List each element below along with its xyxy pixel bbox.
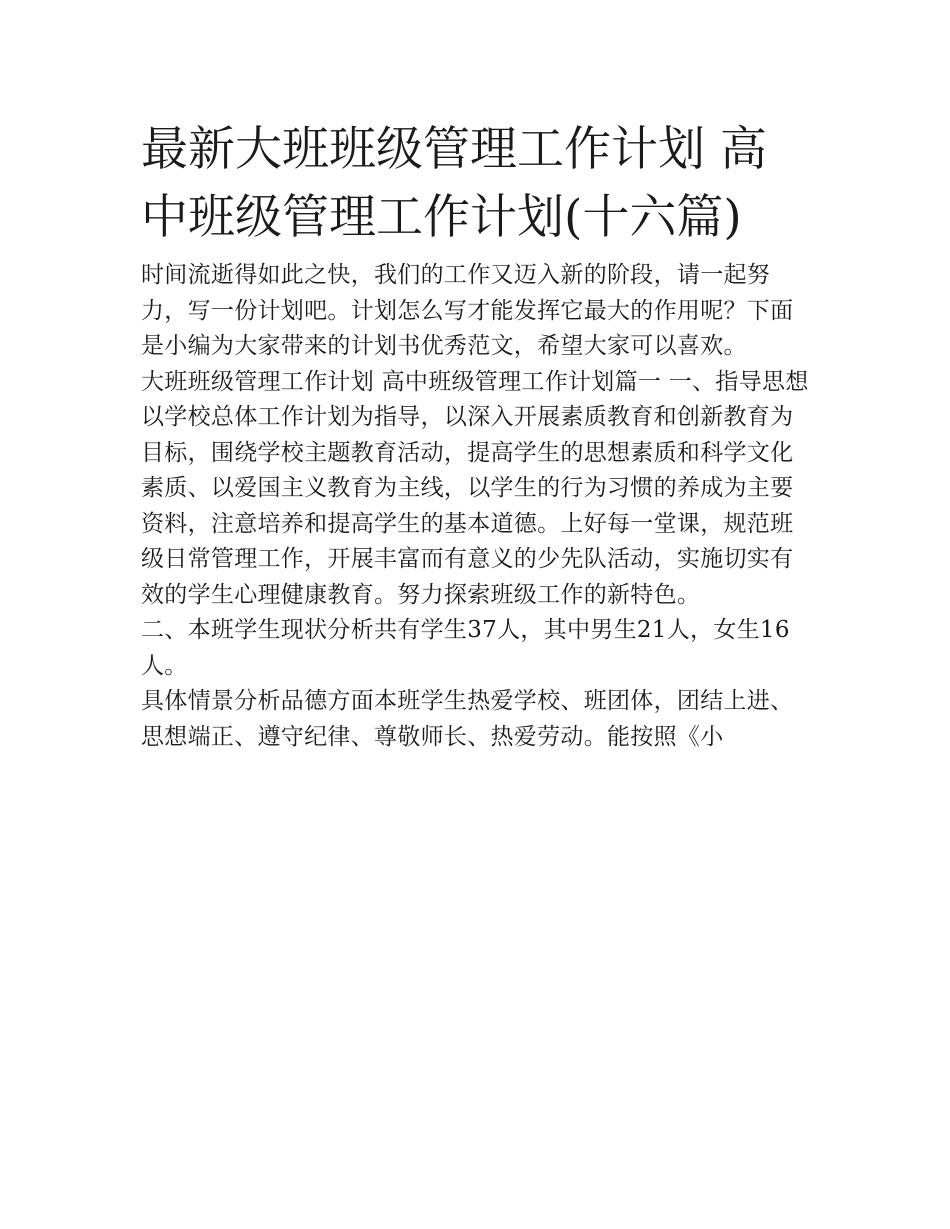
paragraph-guiding-thought: 以学校总体工作计划为指导，以深入开展素质教育和创新教育为目标，围绕学校主题教育活动，提高学生的思想素质和科学文化素质、以爱国主义教育为主线，以学生的行为习惯的养成为主要资料，注意培养和提高学生的基本道德。上好每一堂课，规范班级日常管理工作，开展丰富而有意义的少先队活动，实施切实有效的学生心理健康教育。努力探索班级工作的新特色。 (141, 404, 794, 608)
paragraph-intro: 时间流逝得如此之快，我们的工作又迈入新的阶段，请一起努力，写一份计划吧。计划怎么写才能发挥它最大的作用呢？下面是小编为大家带来的计划书优秀范文，希望大家可以喜欢。 (141, 262, 794, 359)
paragraph-detail-analysis: 具体情景分析品德方面本班学生热爱学校、班团体，团结上进、思想端正、遵守纪律、尊敬师长、热爱劳动。能按照《小 (141, 688, 794, 750)
document-body (141, 116, 813, 755)
document-title: 最新大班班级管理工作计划 高中班级管理工作计划(十六篇) (141, 122, 767, 245)
paragraph-section-heading: 大班班级管理工作计划 高中班级管理工作计划篇一 一、指导思想 (141, 368, 809, 395)
paragraph-class-analysis: 二、本班学生现状分析共有学生37人，其中男生21人，女生16人。 (141, 617, 790, 679)
